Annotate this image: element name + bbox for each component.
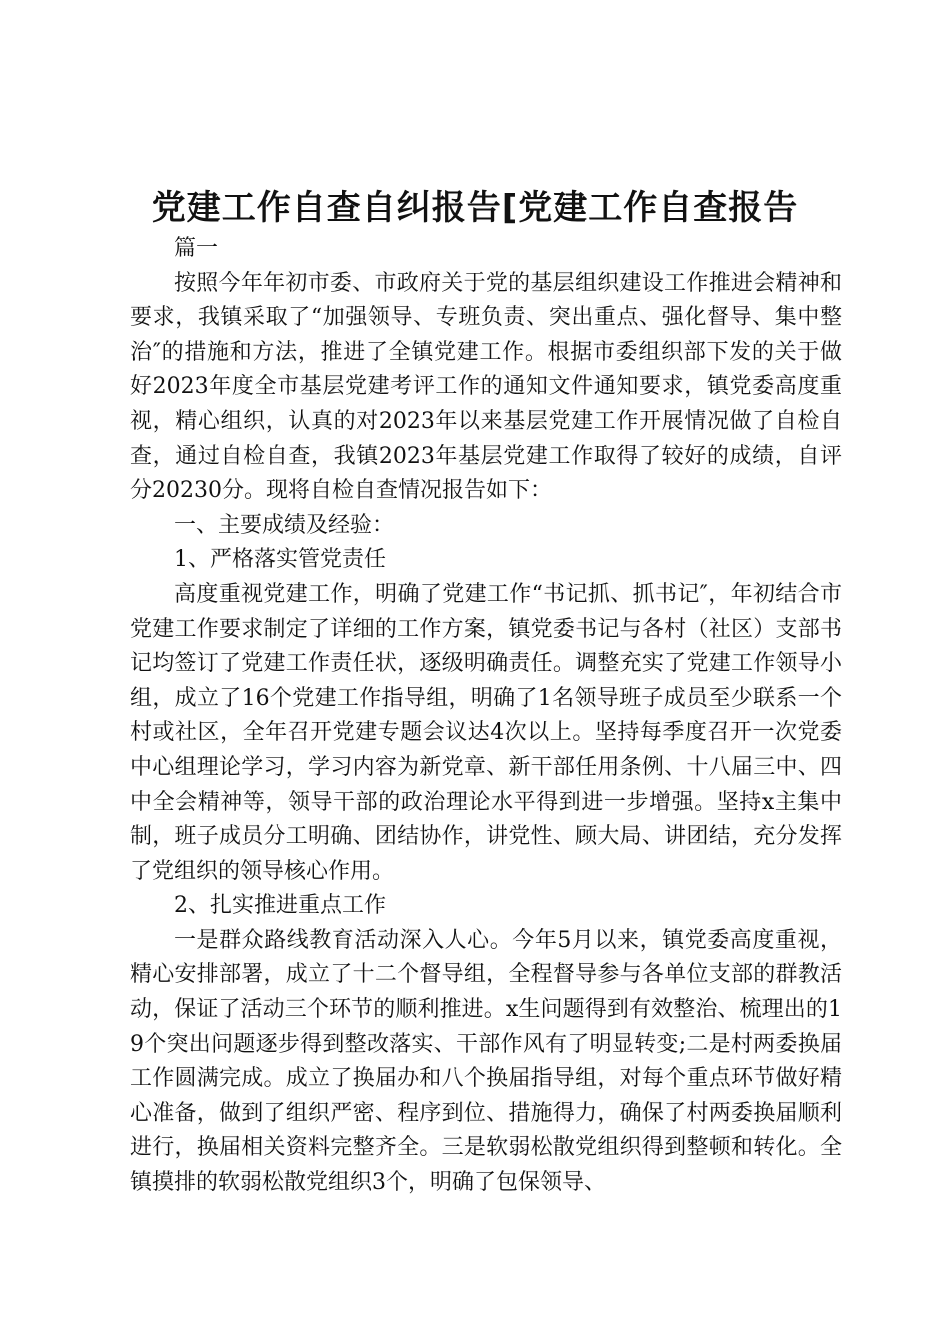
section-label: 篇一	[174, 236, 219, 261]
document-title: 党建工作自查自纠报告[党建工作自查报告	[151, 188, 799, 228]
paragraph-intro: 按照今年年初市委、市政府关于党的基层组织建设工作推进会精神和要求，我镇采取了“加强领导、专班负责、突出重点、强化督导、集中整治″的措施和方法，推进了全镇党建工作。根据市委组织部下发的关于做好2023年度全市基层党建考评工作的通知文件通知要求，镇党委高度重视，精心组织，认真的对2023年以来基层党建工作开展情况做了自检自查，通过自检自查，我镇2023年基层党建工作取得了较好的成绩，自评分20230分。现将自检自查情况报告如下：	[130, 270, 842, 504]
paragraph-responsibility: 高度重视党建工作，明确了党建工作“书记抓、抓书记″，年初结合市党建工作要求制定了详细的工作方案，镇党委书记与各村（社区）支部书记均签订了党建工作责任状，逐级明确责任。调整充实了党建工作领导小组，成立了16个党建工作指导组，明确了1名领导班子成员至少联系一个村或社区，全年召开党建专题会议达4次以上。坚持每季度召开一次党委中心组理论学习，学习内容为新党章、新干部任用条例、十八届三中、四中全会精神等，领导干部的政治理论水平得到进一步增强。坚持x主集中制，班子成员分工明确、团结协作，讲党性、顾大局、讲团结，充分发挥了党组织的领导核心作用。	[130, 581, 842, 884]
section-heading: 一、主要成绩及经验：	[174, 512, 395, 538]
subsection-heading: 1、严格落实管党责任	[174, 547, 386, 573]
document-body	[130, 232, 842, 1201]
subsection-heading: 2、扎实推进重点工作	[174, 893, 386, 919]
paragraph-key-work: 一是群众路线教育活动深入人心。今年5月以来，镇党委高度重视，精心安排部署，成立了十二个督导组，全程督导参与各单位支部的群教活动，保证了活动三个环节的顺利推进。x生问题得到有效整治、梳理出的19个突出问题逐步得到整改落实、干部作风有了明显转变;二是村两委换届工作圆满完成。成立了换届办和八个换届指导组，对每个重点环节做好精心准备，做到了组织严密、程序到位、措施得力，确保了村两委换届顺利进行，换届相关资料完整齐全。三是软弱松散党组织得到整顿和转化。全镇摸排的软弱松散党组织3个，明确了包保领导、	[130, 927, 842, 1196]
